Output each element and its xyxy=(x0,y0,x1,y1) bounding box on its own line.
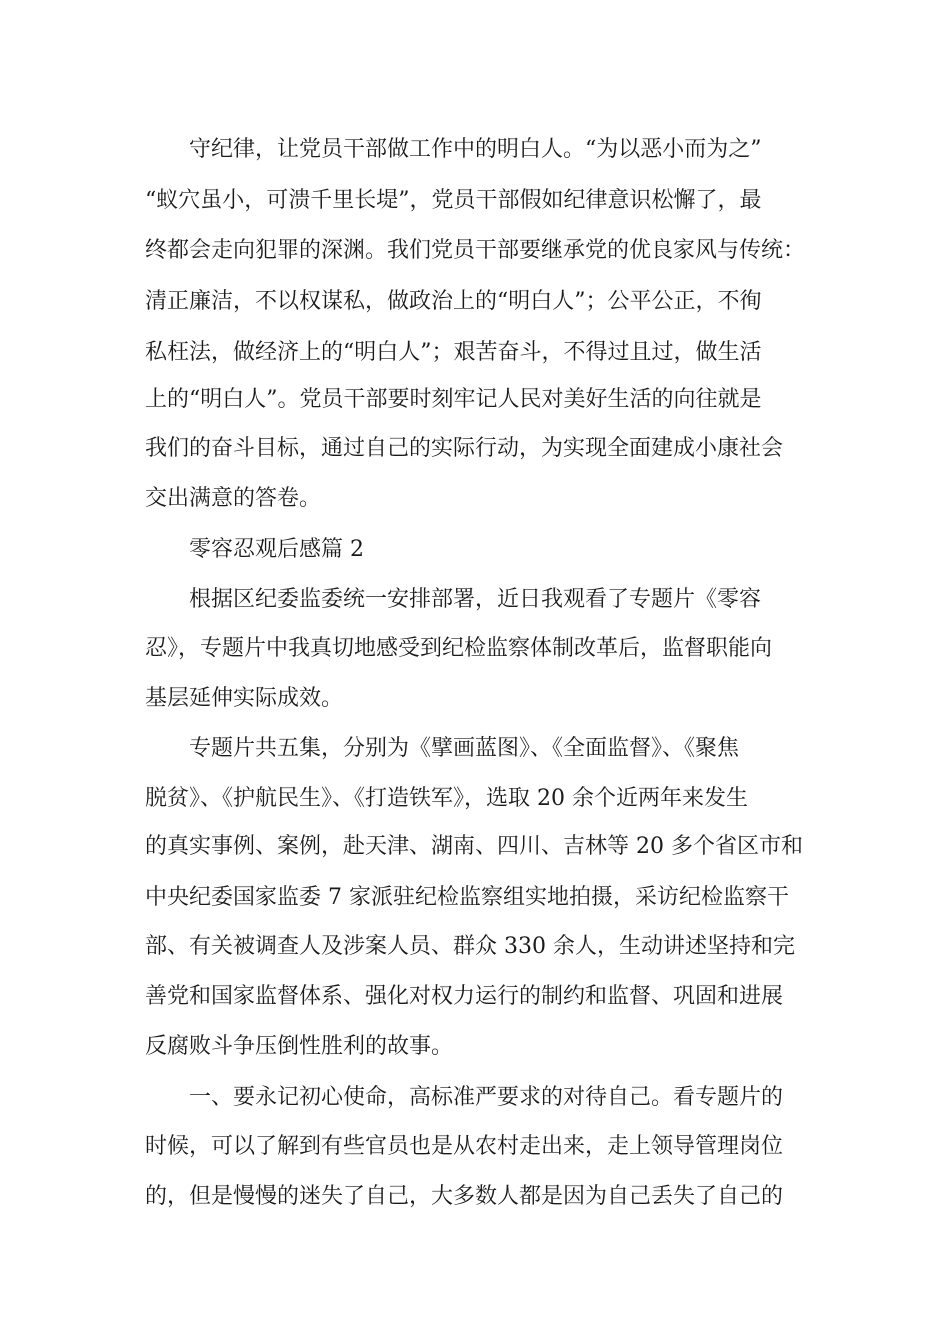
text-line: 时候，可以了解到有些官员也是从农村走出来，走上领导管理岗位 xyxy=(145,1134,784,1159)
text-line: 交出满意的答卷。 xyxy=(145,486,322,511)
text-line: 终都会走向犯罪的深渊。我们党员干部要继承党的优良家风与传统： xyxy=(145,238,806,263)
text-line: 守纪律，让党员干部做工作中的明白人。“为以恶小而为之” xyxy=(145,137,762,162)
text-line: 反腐败斗争压倒性胜利的故事。 xyxy=(145,1034,454,1059)
text-line: 上的“明白人”。党员干部要时刻牢记人民对美好生活的向往就是 xyxy=(145,387,762,412)
text-line: 根据区纪委监委统一安排部署，近日我观看了专题片《零容 xyxy=(145,587,762,612)
text-line: 中央纪委国家监委 7 家派驻纪检监察组实地拍摄，采访纪检监察干 xyxy=(145,885,789,910)
text-line: 一、要永记初心使命，高标准严要求的对待自己。看专题片的 xyxy=(145,1085,784,1110)
text-line: 的，但是慢慢的迷失了自己，大多数人都是因为自己丢失了自己的 xyxy=(145,1184,784,1209)
text-line: 脱贫》、《护航民生》、《打造铁军》，选取 20 余个近两年来发生 xyxy=(145,786,748,811)
text-line: 的真实事例、案例，赴天津、湖南、四川、吉林等 20 多个省区市和 xyxy=(145,834,803,859)
text-line: 专题片共五集，分别为《擘画蓝图》、《全面监督》、《聚焦 xyxy=(145,736,740,761)
text-line: 部、有关被调查人及涉案人员、群众 330 余人，生动讲述坚持和完 xyxy=(145,934,795,959)
text-line: 忍》，专题片中我真切地感受到纪检监察体制改革后，监督职能向 xyxy=(145,636,773,661)
text-line: 基层延伸实际成效。 xyxy=(145,686,344,711)
section-heading: 零容忍观后感篇 2 xyxy=(145,537,364,562)
text-line: 善党和国家监督体系、强化对权力运行的制约和监督、巩固和进展 xyxy=(145,984,784,1009)
text-line: “蚁穴虽小，可溃千里长堤”，党员干部假如纪律意识松懈了，最 xyxy=(145,188,762,213)
text-line: 私枉法，做经济上的“明白人”；艰苦奋斗，不得过且过，做生活 xyxy=(145,340,762,365)
text-line: 清正廉洁，不以权谋私，做政治上的“明白人”；公平公正，不徇 xyxy=(145,289,762,314)
text-line: 我们的奋斗目标，通过自己的实际行动，为实现全面建成小康社会 xyxy=(145,436,784,461)
